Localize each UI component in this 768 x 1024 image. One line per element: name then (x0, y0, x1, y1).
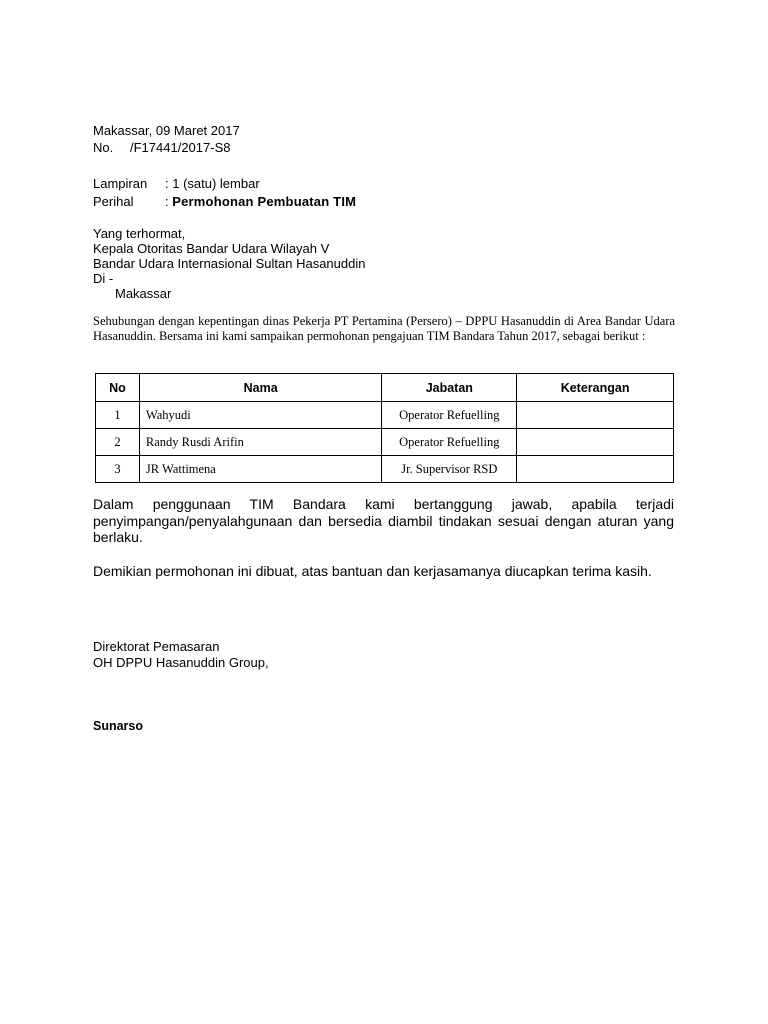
perihal-colon: : (165, 194, 173, 209)
perihal-row (93, 194, 356, 210)
table-row (96, 456, 674, 483)
cell-keterangan (517, 456, 674, 483)
number-value: /F17441/2017-S8 (130, 140, 231, 155)
responsibility-paragraph: Dalam penggunaan TIM Bandara kami bertanggung jawab, apabila terjadi penyimpangan/penyalahgunaan dan bersedia diambil tindakan sesuai dengan aturan yang berlaku. (93, 496, 674, 545)
cell-no: 1 (96, 402, 140, 429)
closing-paragraph: Demikian permohonan ini dibuat, atas bantuan dan kerjasamanya diucapkan terima kasih. (93, 563, 652, 579)
salutation: Yang terhormat, (93, 226, 186, 241)
header-keterangan: Keterangan (517, 374, 674, 402)
number-label: No. (93, 140, 114, 155)
signoff-org-line-1: Direktorat Pemasaran (93, 639, 220, 654)
recipient-city: Makassar (115, 286, 172, 301)
table-row (96, 429, 674, 456)
cell-keterangan (517, 429, 674, 456)
header-nama: Nama (139, 374, 382, 402)
staff-table (95, 373, 674, 483)
perihal-value: Permohonan Pembuatan TIM (172, 194, 357, 209)
cell-no: 3 (96, 456, 140, 483)
header-no: No (96, 374, 140, 402)
cell-no: 2 (96, 429, 140, 456)
signoff-block (93, 639, 269, 671)
header-jabatan: Jabatan (382, 374, 517, 402)
cell-jabatan: Operator Refuelling (382, 402, 517, 429)
place-date: Makassar, 09 Maret 2017 (93, 123, 240, 138)
cell-keterangan (517, 402, 674, 429)
cell-jabatan: Jr. Supervisor RSD (382, 456, 517, 483)
lampiran-value: : 1 (satu) lembar (165, 176, 260, 191)
lampiran-label: Lampiran (93, 176, 148, 191)
recipient-line-2: Bandar Udara Internasional Sultan Hasanuddin (93, 256, 366, 271)
perihal-label: Perihal (93, 194, 134, 209)
signer-name: Sunarso (93, 719, 144, 733)
cell-jabatan: Operator Refuelling (382, 429, 517, 456)
table-row (96, 402, 674, 429)
intro-paragraph: Sehubungan dengan kepentingan dinas Pekerja PT Pertamina (Persero) – DPPU Hasanuddin di Area Bandar Udara Hasanuddin. Bersama ini kami sampaikan permohonan pengajuan TIM Bandara Tahun 2017, sebagai berikut : (93, 314, 675, 343)
table-header-row (96, 374, 674, 402)
letter-number (93, 140, 230, 156)
cell-nama: Wahyudi (139, 402, 382, 429)
recipient-line-1: Kepala Otoritas Bandar Udara Wilayah V (93, 241, 330, 256)
cell-nama: Randy Rusdi Arifin (139, 429, 382, 456)
cell-nama: JR Wattimena (139, 456, 382, 483)
recipient-line-3: Di - (93, 271, 114, 286)
signoff-org-line-2: OH DPPU Hasanuddin Group, (93, 655, 269, 670)
lampiran-row (93, 176, 260, 192)
recipient-address (93, 226, 365, 301)
